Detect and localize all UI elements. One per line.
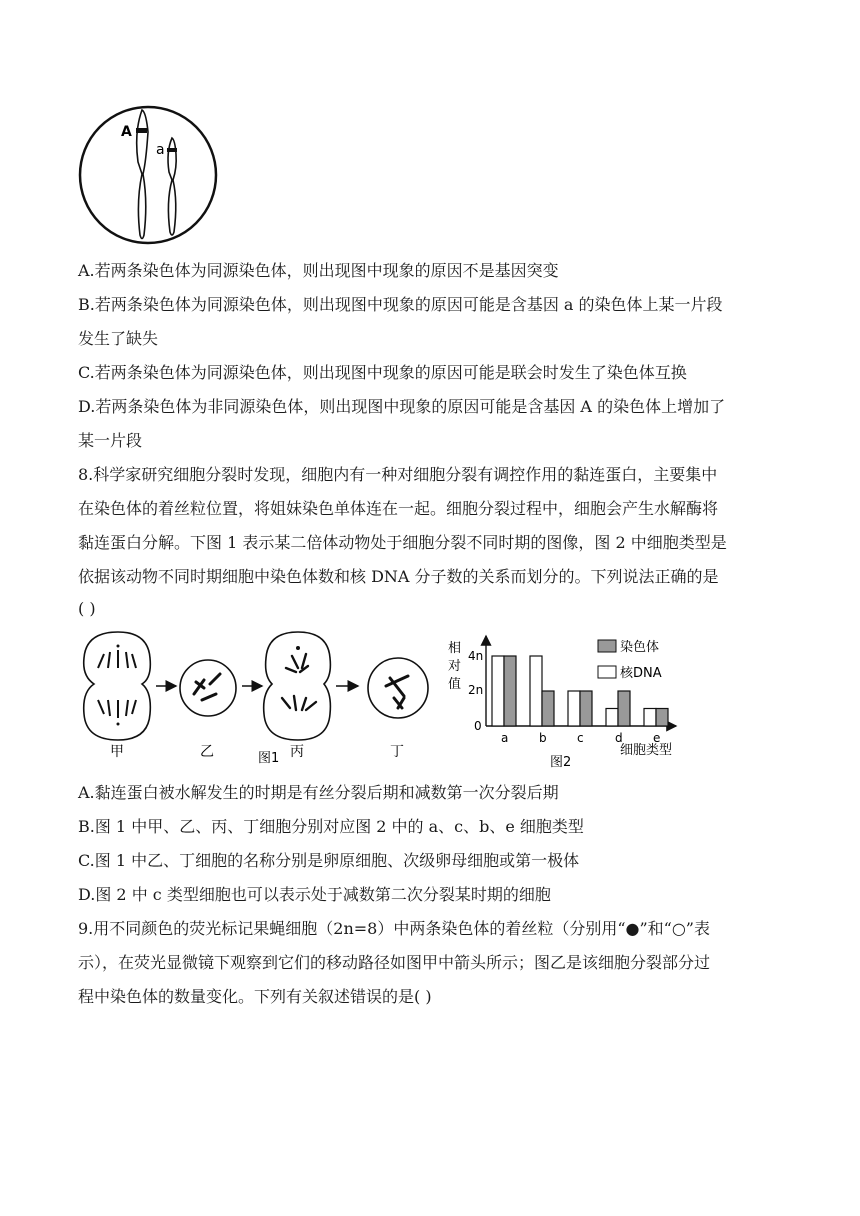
legend-swatch-dna [598,666,616,678]
cell-label-bing: 丙 [290,744,304,760]
q7-option-b-line1: B.若两条染色体为同源染色体，则出现图中现象的原因可能是含基因 a 的染色体上某一片段 [78,295,723,314]
q7-option-b-line2: 发生了缺失 [78,329,159,348]
fig1-caption: 图1 [258,751,280,766]
cell-label-ding: 丁 [390,744,404,760]
xtick-c: c [577,731,584,745]
q8-option-a: A.黏连蛋白被水解发生的时期是有丝分裂后期和减数第一次分裂后期 [78,783,559,802]
chromosome-figure [78,102,220,248]
bar-b-chromosome [542,691,554,726]
legend-dna: 核DNA [620,666,662,681]
cell-bing [264,632,331,740]
xtick-d: d [615,731,623,745]
ytick-2n: 2n [468,683,484,697]
ylabel-char-1: 相 [448,641,462,656]
cell-yi [180,660,236,716]
q8-stem-line5: ( ) [78,599,96,618]
q7-option-d-line2: 某一片段 [78,431,143,450]
ytick-4n: 4n [468,649,484,663]
bar-a-dna [492,656,504,726]
legend-chromosome: 染色体 [620,640,660,655]
q7-option-d-line1: D.若两条染色体为非同源染色体，则出现图中现象的原因可能是含基因 A 的染色体上增加了 [78,397,726,416]
ylabel-char-3: 值 [448,677,462,692]
xtick-b: b [539,731,547,745]
q9-stem-line2: 示），在荧光显微镜下观察到它们的移动路径如图甲中箭头所示；图乙是该细胞分裂部分过 [78,953,711,972]
ytick-0: 0 [474,719,482,733]
figure-2-chart [444,628,688,770]
q8-stem-line2: 在染色体的着丝粒位置，将姐妹染色单体连在一起。细胞分裂过程中，细胞会产生水解酶将 [78,499,719,518]
gene-label-a: a [156,142,165,158]
q7-option-c: C.若两条染色体为同源染色体，则出现图中现象的原因可能是联会时发生了染色体互换 [78,363,687,382]
q8-stem-line4: 依据该动物不同时期细胞中染色体数和核 DNA 分子数的关系而划分的。下列说法正确的是 [78,567,719,586]
xtick-e: e [653,731,661,745]
q9-stem-line1: 9.用不同颜色的荧光标记果蝇细胞（2n=8）中两条染色体的着丝粒（分别用“●”和“○”表 [78,919,710,938]
bar-e-dna [644,709,656,727]
cell-label-jia: 甲 [110,744,124,760]
cell-label-yi: 乙 [200,744,214,760]
bar-e-chromosome [656,709,668,727]
figure-1-cells [78,628,438,768]
cell-ding [368,658,428,718]
xlabel: 细胞类型 [620,743,673,758]
bar-d-dna [606,709,618,727]
ylabel-char-2: 对 [448,659,462,674]
xtick-a: a [501,731,509,745]
bar-c-chromosome [580,691,592,726]
q8-option-b: B.图 1 中甲、乙、丙、丁细胞分别对应图 2 中的 a、c、b、e 细胞类型 [78,817,584,836]
bar-a-chromosome [504,656,516,726]
bar-d-chromosome [618,691,630,726]
gene-label-A: A [121,124,132,140]
bar-b-dna [530,656,542,726]
q9-stem-line3: 程中染色体的数量变化。下列有关叙述错误的是( ) [78,987,432,1006]
q8-stem-line3: 黏连蛋白分解。下图 1 表示某二倍体动物处于细胞分裂不同时期的图像，图 2 中细胞类型是 [78,533,727,552]
q7-option-a: A.若两条染色体为同源染色体，则出现图中现象的原因不是基因突变 [78,261,559,280]
legend-swatch-chromosome [598,640,616,652]
cell-jia [84,632,151,740]
q8-option-c: C.图 1 中乙、丁细胞的名称分别是卵原细胞、次级卵母细胞或第一极体 [78,851,580,870]
q8-option-d: D.图 2 中 c 类型细胞也可以表示处于减数第二次分裂某时期的细胞 [78,885,551,904]
q8-stem-line1: 8.科学家研究细胞分裂时发现，细胞内有一种对细胞分裂有调控作用的黏连蛋白，主要集中 [78,465,718,484]
fig2-caption: 图2 [550,755,572,770]
bar-c-dna [568,691,580,726]
